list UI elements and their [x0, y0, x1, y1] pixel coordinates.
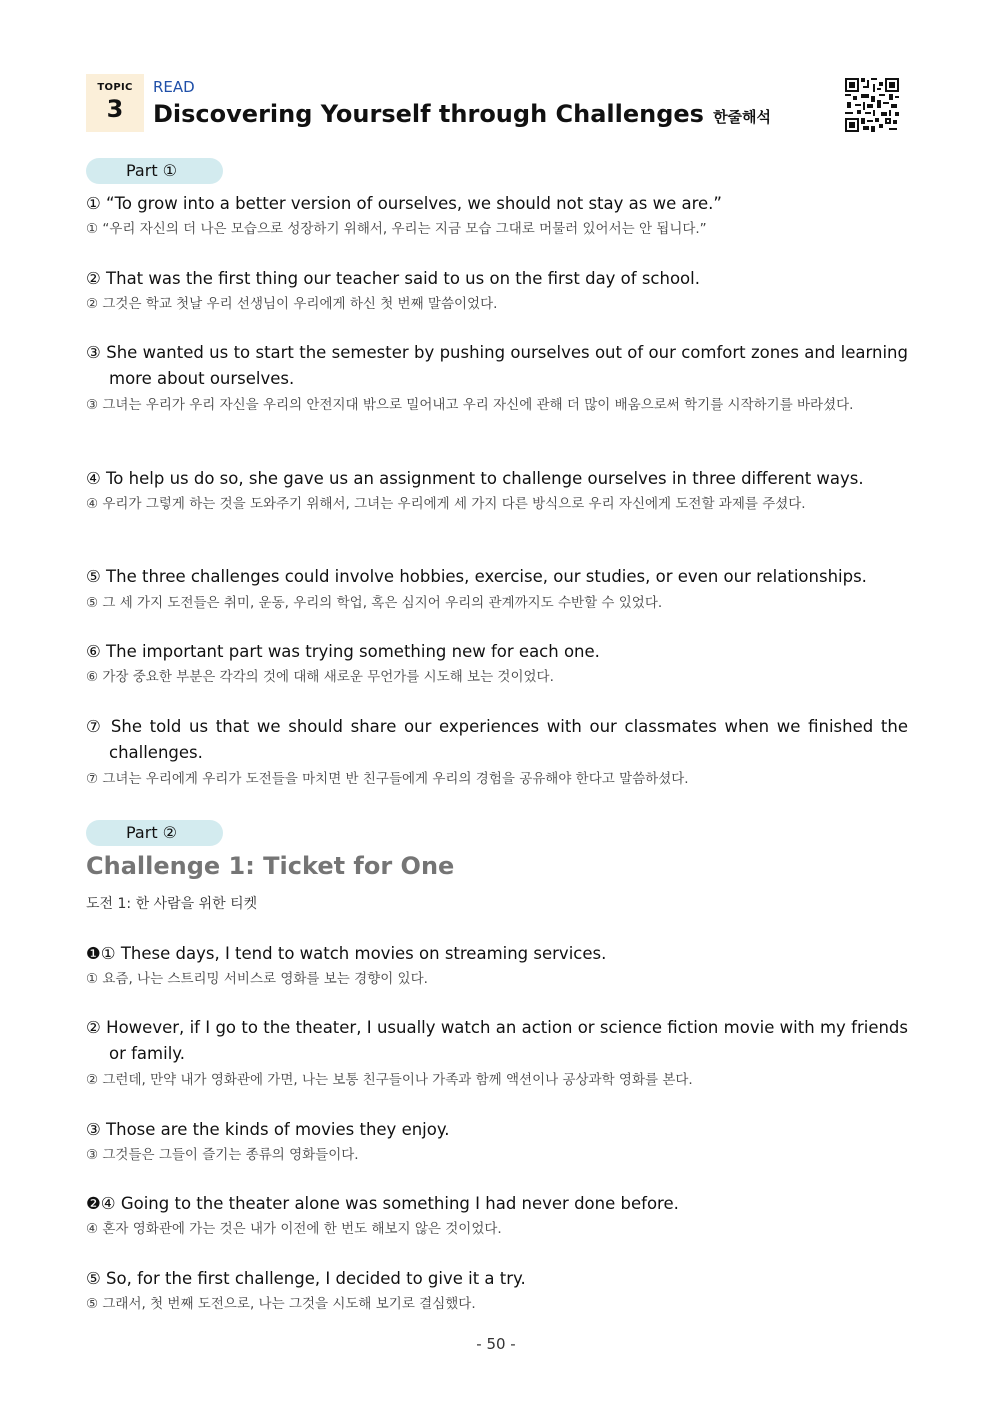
- sentence-ko: ⑤ 그래서, 첫 번째 도전으로, 나는 그것을 시도해 보기로 결심했다.: [86, 1296, 476, 1312]
- sentence-ko: ① 요즘, 나는 스트리밍 서비스로 영화를 보는 경향이 있다.: [86, 971, 428, 987]
- challenge-subtitle: 도전 1: 한 사람을 위한 티켓: [86, 896, 258, 912]
- part-1-label: Part ①: [86, 158, 223, 184]
- sentence-ko: ⑦ 그녀는 우리에게 우리가 도전들을 마치면 반 친구들에게 우리의 경험을 공유해야 한다고 말씀하셨다.: [86, 771, 689, 787]
- sentence-en: ⑤ So, for the first challenge, I decided to give it a try.: [86, 1269, 526, 1288]
- sentence-ko: ③ 그것들은 그들이 즐기는 종류의 영화들이다.: [86, 1147, 359, 1163]
- sentence-en: ⑥ The important part was trying something new for each one.: [86, 642, 600, 661]
- sentence-en: ② That was the first thing our teacher said to us on the first day of school.: [86, 269, 700, 288]
- sentence-en: ⑦ She told us that we should share our experiences with our classmates when we finished the challenges.: [86, 717, 908, 762]
- sentence-en: ❶① These days, I tend to watch movies on streaming services.: [86, 944, 607, 963]
- sentence-en: ③ Those are the kinds of movies they enjoy.: [86, 1120, 450, 1139]
- page-number: - 50 -: [476, 1335, 516, 1353]
- sentence-ko: ⑤ 그 세 가지 도전들은 취미, 운동, 우리의 학업, 혹은 심지어 우리의 관계까지도 수반할 수 있었다.: [86, 595, 663, 611]
- sentence-ko: ② 그런데, 만약 내가 영화관에 가면, 나는 보통 친구들이나 가족과 함께 액션이나 공상과학 영화를 본다.: [86, 1072, 693, 1088]
- sentence-ko: ④ 우리가 그렇게 하는 것을 도와주기 위해서, 그녀는 우리에게 세 가지 다른 방식으로 우리 자신에게 도전할 과제를 주셨다.: [86, 496, 806, 512]
- sentence-en: ⑤ The three challenges could involve hobbies, exercise, our studies, or even our relationships.: [86, 567, 867, 586]
- topic-label: TOPIC: [97, 82, 133, 93]
- sentence-ko: ⑥ 가장 중요한 부분은 각각의 것에 대해 새로운 무언가를 시도해 보는 것이었다.: [86, 669, 554, 685]
- sentence-ko: ② 그것은 학교 첫날 우리 선생님이 우리에게 하신 첫 번째 말씀이었다.: [86, 296, 498, 312]
- challenge-title: Challenge 1: Ticket for One: [86, 852, 455, 880]
- sentence-en: ① “To grow into a better version of ourselves, we should not stay as we are.”: [86, 194, 722, 213]
- sentence-en: ❷④ Going to the theater alone was something I had never done before.: [86, 1194, 679, 1213]
- topic-number: 3: [106, 95, 124, 123]
- qr-code-icon[interactable]: [845, 78, 899, 132]
- section-label: READ: [153, 78, 195, 96]
- sentence-ko: ④ 혼자 영화관에 가는 것은 내가 이전에 한 번도 해보지 않은 것이었다.: [86, 1221, 502, 1237]
- title-subtitle: 한줄해석: [713, 108, 772, 126]
- title-main: Discovering Yourself through Challenges: [153, 100, 704, 128]
- part-2-label: Part ②: [86, 820, 223, 846]
- sentence-ko: ① “우리 자신의 더 나은 모습으로 성장하기 위해서, 우리는 지금 모습 그대로 머물러 있어서는 안 됩니다.”: [86, 221, 707, 237]
- topic-badge: [86, 74, 144, 132]
- sentence-en: ② However, if I go to the theater, I usually watch an action or science fiction movie with my friends or family.: [86, 1018, 908, 1063]
- sentence-en: ③ She wanted us to start the semester by pushing ourselves out of our comfort zones and learning more about ourselves.: [86, 343, 908, 388]
- sentence-ko: ③ 그녀는 우리가 우리 자신을 우리의 안전지대 밖으로 밀어내고 우리 자신에 관해 더 많이 배움으로써 학기를 시작하기를 바라셨다.: [86, 397, 854, 413]
- page-title: [153, 100, 771, 128]
- sentence-en: ④ To help us do so, she gave us an assignment to challenge ourselves in three different ways.: [86, 469, 864, 488]
